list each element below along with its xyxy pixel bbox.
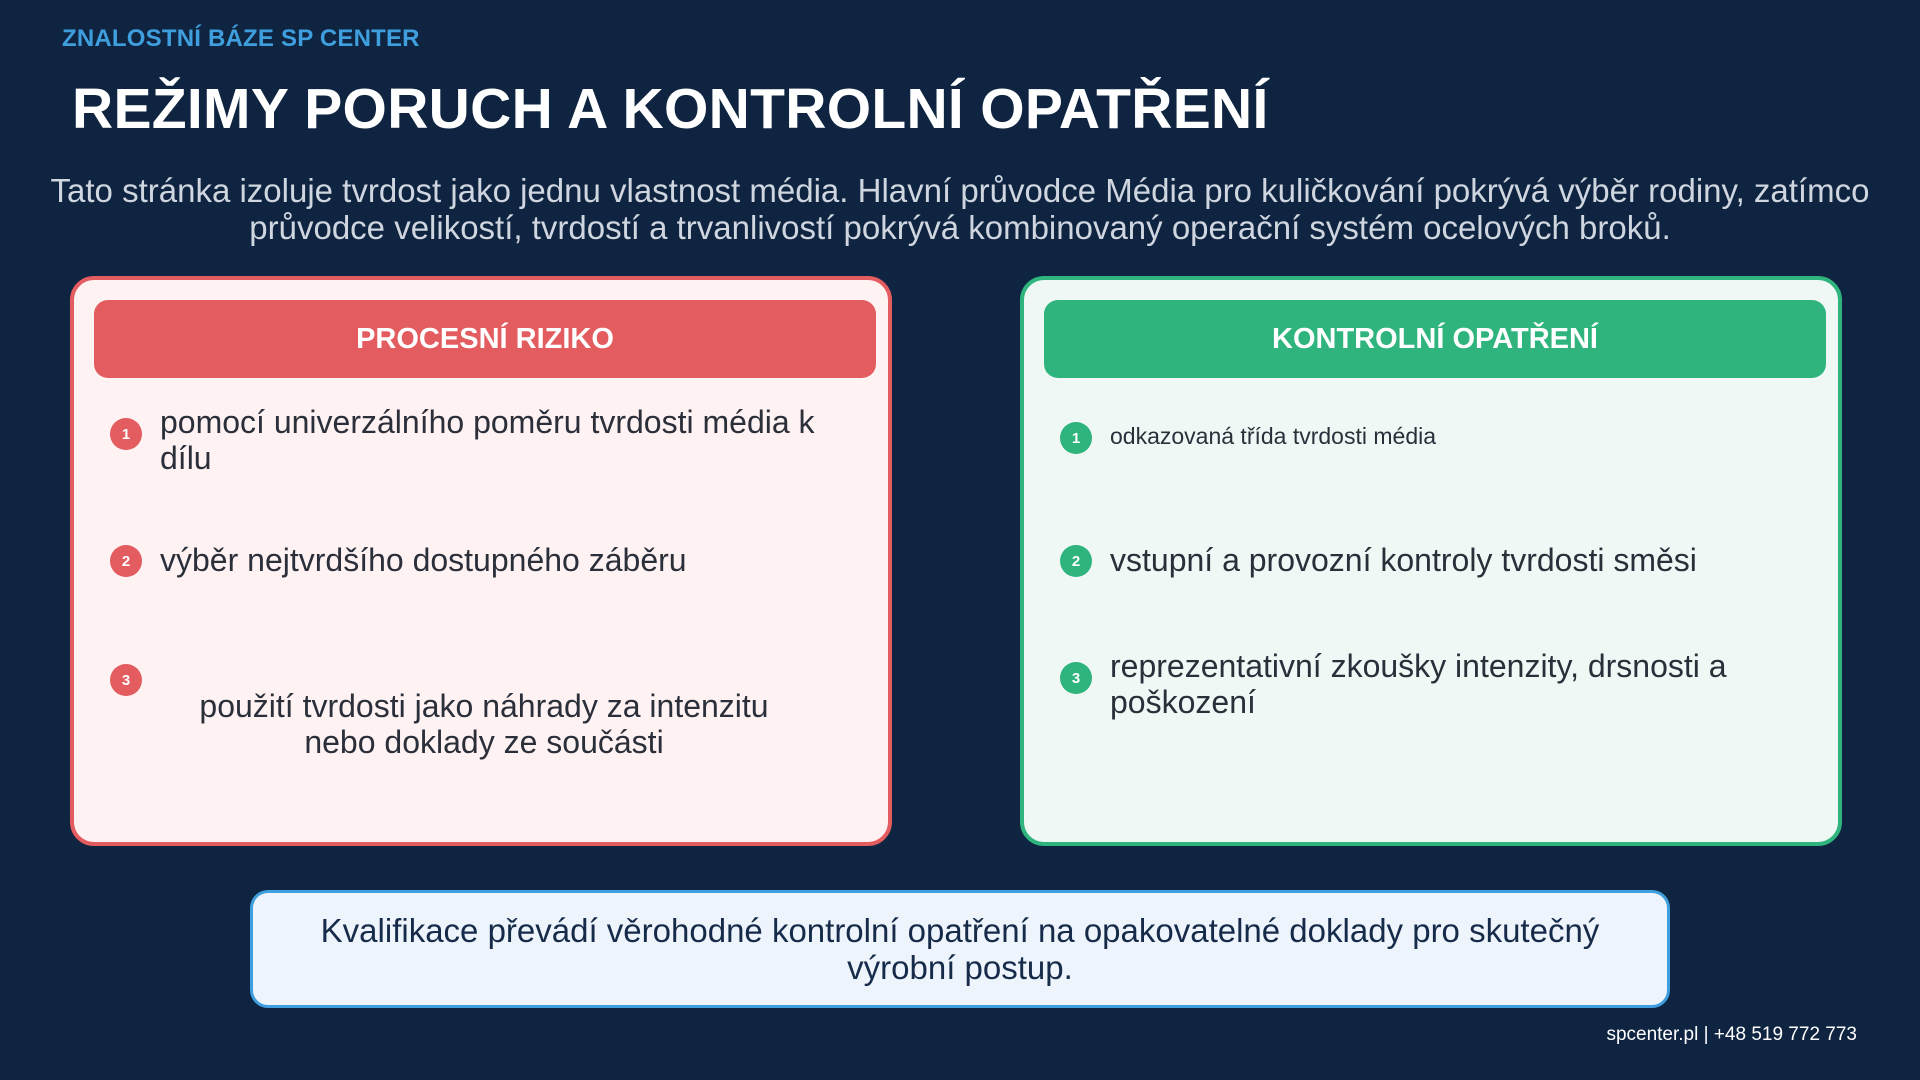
- number-badge-3-icon: 3: [1060, 662, 1092, 694]
- risk-item-text: použití tvrdosti jako náhrady za intenzitu nebo doklady ze součásti: [199, 688, 769, 760]
- page-title: REŽIMY PORUCH A KONTROLNÍ OPATŘENÍ: [72, 77, 1269, 141]
- subtitle-line-1: Tato stránka izoluje tvrdost jako jednu vlastnost média. Hlavní průvodce Média pro kuličkování pokrývá výběr rodiny, zatímco: [50, 172, 1870, 209]
- site-kicker: ZNALOSTNÍ BÁZE SP CENTER: [62, 25, 420, 52]
- number-badge-3-icon: 3: [110, 664, 142, 696]
- process-risk-heading: PROCESNÍ RIZIKO: [94, 300, 876, 378]
- control-measures-panel: [1020, 276, 1842, 846]
- risk-item-text: pomocí univerzálního poměru tvrdosti média k dílu: [160, 404, 815, 476]
- page-subtitle: [0, 172, 1920, 246]
- number-badge-1-icon: 1: [1060, 422, 1092, 454]
- control-item-text: vstupní a provozní kontroly tvrdosti směsi: [1110, 542, 1697, 578]
- control-measures-heading: KONTROLNÍ OPATŘENÍ: [1044, 300, 1826, 378]
- control-item-text: odkazovaná třída tvrdosti média: [1110, 423, 1437, 449]
- control-item-text: reprezentativní zkoušky intenzity, drsnosti a poškození: [1110, 648, 1727, 720]
- subtitle-line-2: průvodce velikostí, tvrdostí a trvanlivostí pokrývá kombinovaný operační systém ocelových broků.: [249, 209, 1671, 246]
- qualification-note: [250, 890, 1670, 1008]
- qualification-note-text: Kvalifikace převádí věrohodné kontrolní opatření na opakovatelné doklady pro skutečný výrobní postup.: [320, 912, 1600, 986]
- process-risk-panel: [70, 276, 892, 846]
- risk-item-text: výběr nejtvrdšího dostupného záběru: [160, 542, 687, 578]
- number-badge-1-icon: 1: [110, 418, 142, 450]
- number-badge-2-icon: 2: [110, 545, 142, 577]
- footer-contact: spcenter.pl | +48 519 772 773: [1606, 1024, 1857, 1045]
- number-badge-2-icon: 2: [1060, 545, 1092, 577]
